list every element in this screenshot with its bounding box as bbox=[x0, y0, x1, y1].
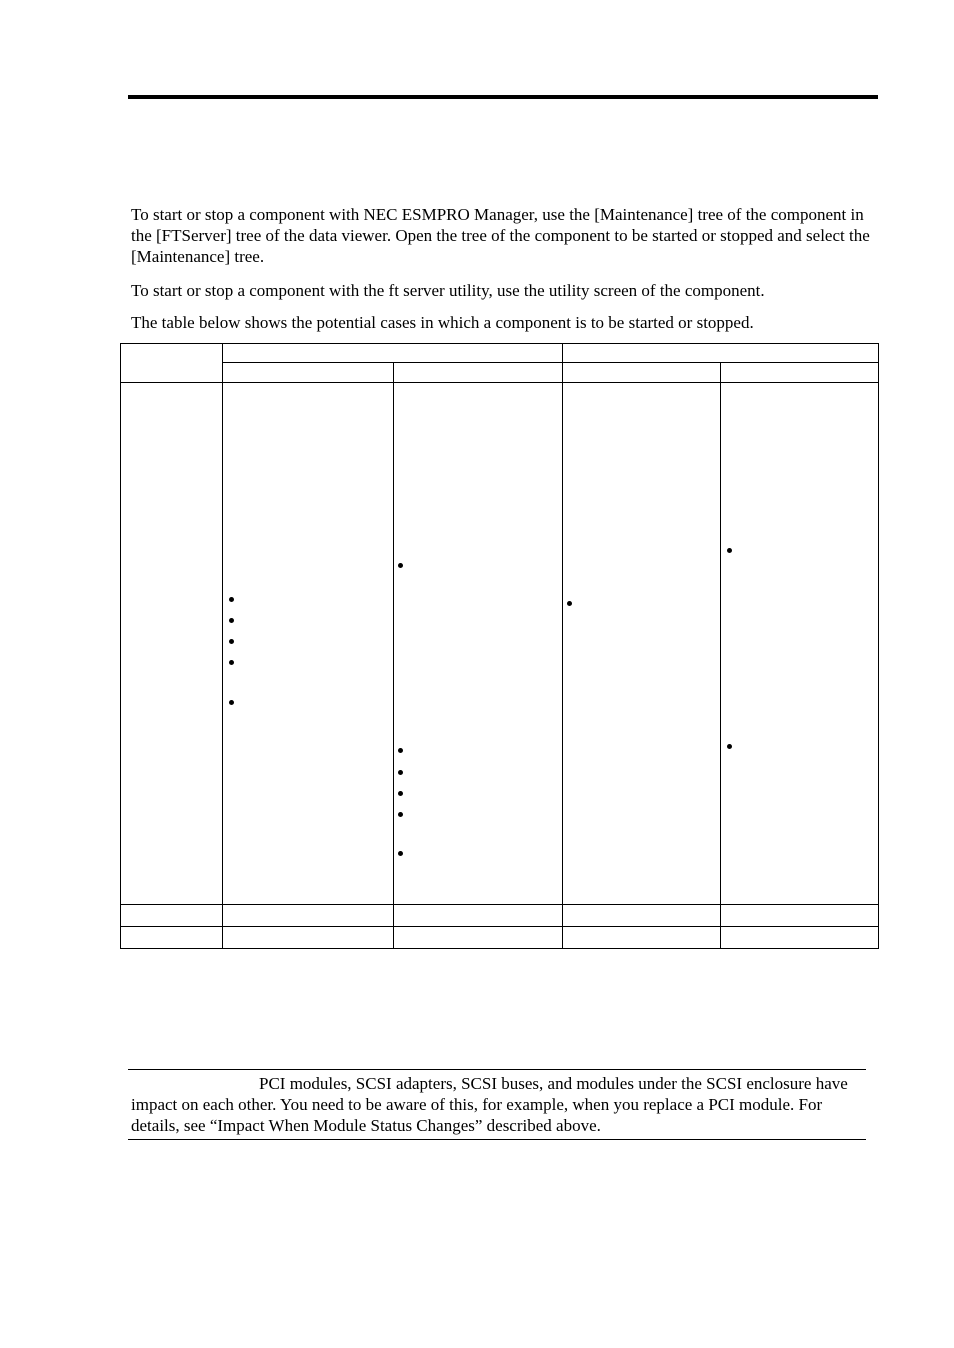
note-body: PCI modules, SCSI adapters, SCSI buses, and modules under the SCSI enclosure have impact on each other. You need to be aware of this, for example, when you replace a PCI module. For details, see “Impact When Module Status Changes” described above. bbox=[131, 1074, 848, 1135]
list-bullet bbox=[398, 748, 403, 753]
table-column-divider bbox=[393, 362, 394, 949]
table-subheader-line bbox=[222, 362, 879, 363]
table-border-left bbox=[120, 343, 121, 949]
list-bullet bbox=[229, 700, 234, 705]
intro-paragraph-table: The table below shows the potential cases in which a component is to be started or stopped. bbox=[131, 313, 754, 332]
list-bullet bbox=[229, 639, 234, 644]
table-border-top bbox=[120, 343, 879, 344]
list-bullet bbox=[229, 660, 234, 665]
table-column-divider bbox=[562, 343, 563, 949]
list-bullet bbox=[727, 548, 732, 553]
list-bullet bbox=[229, 597, 234, 602]
list-bullet bbox=[398, 770, 403, 775]
note-rule-bottom bbox=[128, 1139, 866, 1140]
list-bullet bbox=[398, 563, 403, 568]
note-rule-top bbox=[128, 1069, 866, 1070]
list-bullet bbox=[398, 812, 403, 817]
intro-paragraph-utility: To start or stop a component with the ft server utility, use the utility screen of the component. bbox=[131, 281, 765, 300]
note-text bbox=[131, 1073, 866, 1136]
table-header-bottom bbox=[120, 382, 879, 383]
header-rule bbox=[128, 95, 878, 99]
table-border-bottom bbox=[120, 948, 879, 949]
table-row-line bbox=[120, 904, 879, 905]
table-row-line bbox=[120, 926, 879, 927]
intro-paragraph-esmpro: To start or stop a component with NEC ESMPRO Manager, use the [Maintenance] tree of the component in the [FTServer] tree of the data viewer. Open the tree of the component to be started or stopped and select the [Maintenance] tree. bbox=[131, 205, 870, 266]
list-bullet bbox=[567, 601, 572, 606]
table-column-divider bbox=[222, 343, 223, 949]
list-bullet bbox=[229, 618, 234, 623]
list-bullet bbox=[727, 744, 732, 749]
table-border-right bbox=[878, 343, 879, 949]
list-bullet bbox=[398, 791, 403, 796]
list-bullet bbox=[398, 851, 403, 856]
table-column-divider bbox=[720, 362, 721, 949]
